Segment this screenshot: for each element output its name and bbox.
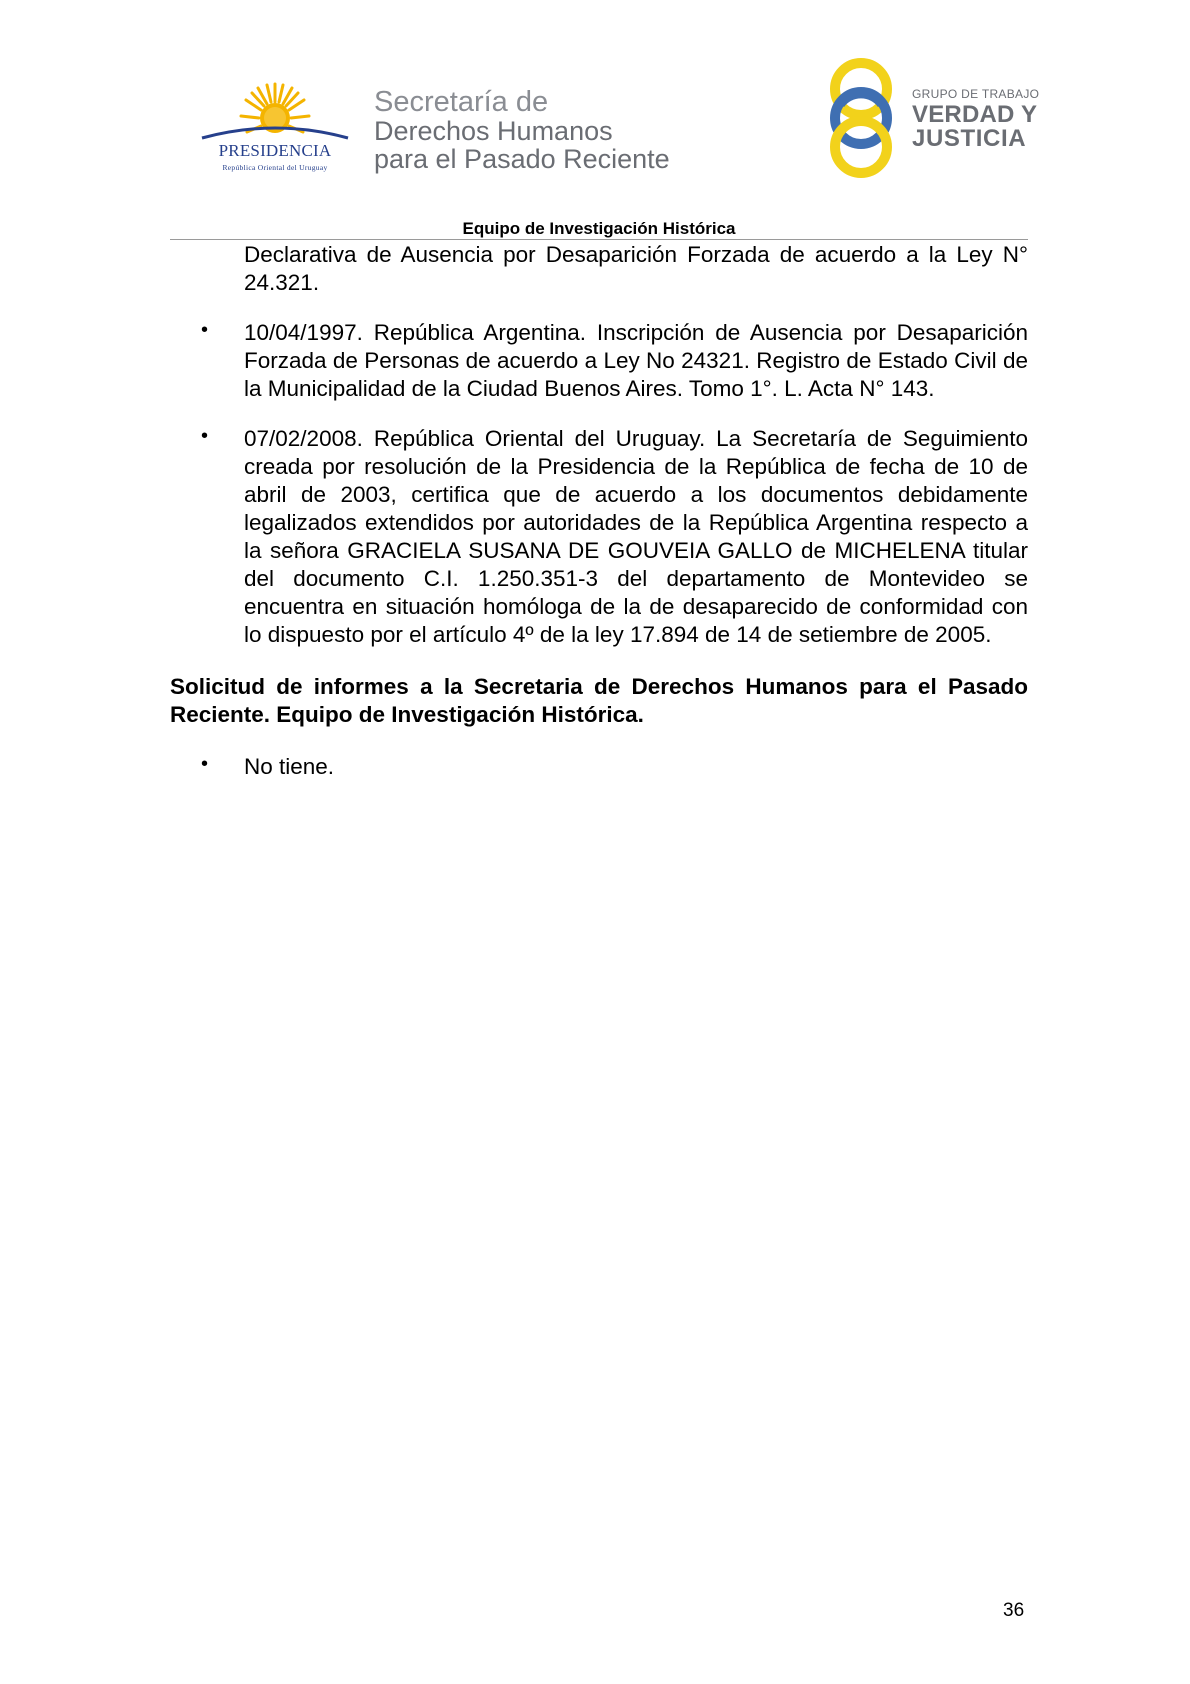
presidencia-name: PRESIDENCIA (218, 141, 332, 160)
sun-of-may-icon (196, 78, 354, 148)
bullet-icon: • (201, 425, 209, 447)
list-item-text: 10/04/1997. República Argentina. Inscripción de Ausencia por Desaparición Forzada de Personas de acuerdo a Ley No 24321. Registro de Estado Civil de la Municipalidad de la Ciudad Buenos Aires. Tomo 1°. L. Acta N° 143. (244, 320, 1028, 401)
verdad-justicia-text (912, 88, 1039, 151)
verdad-label: VERDAD Y (912, 101, 1038, 128)
list-item (201, 319, 1028, 403)
continuation-paragraph: Declarativa de Ausencia por Desaparición Forzada de acuerdo a la Ley N° 24.321. (244, 242, 1028, 295)
justicia-label: JUSTICIA (912, 125, 1027, 152)
secretaria-title (374, 88, 670, 173)
header-divider (170, 239, 1028, 240)
secretaria-line-2: Derechos Humanos (374, 116, 613, 146)
secretaria-line-3: para el Pasado Reciente (374, 144, 670, 174)
verdad-justicia-logo (820, 56, 1040, 180)
bullet-icon: • (201, 319, 209, 341)
document-body (170, 241, 1028, 781)
header-caption: Equipo de Investigación Histórica (462, 219, 736, 238)
page-number: 36 (1003, 1600, 1025, 1621)
list-item-text: 07/02/2008. República Oriental del Uruguay. La Secretaría de Seguimiento creada por resolución de la Presidencia de la República de fecha de 10 de abril de 2003, certifica que de acuerdo a los documentos debidamente legalizados extendidos por autoridades de la República Argentina respecto a la señora GRACIELA SUSANA DE GOUVEIA GALLO de MICHELENA titular del documento C.I. 1.250.351-3 del departamento de Montevideo se encuentra en situación homóloga de la de desaparecido de conformidad con lo dispuesto por el artículo 4º de la ley 17.894 de 14 de setiembre de 2005. (244, 426, 1028, 647)
bullet-icon: • (201, 753, 209, 775)
interlocking-rings-icon (820, 56, 902, 180)
list-item (201, 425, 1028, 649)
presidencia-logo (196, 78, 354, 178)
secretaria-line-1: Secretaría de (374, 86, 549, 118)
section-heading: Solicitud de informes a la Secretaria de Derechos Humanos para el Pasado Reciente. Equipo de Investigación Histórica. (170, 674, 1028, 727)
list-item (201, 753, 1028, 781)
presidencia-subtitle: República Oriental del Uruguay (222, 163, 328, 172)
list-item-text: No tiene. (244, 754, 335, 779)
grupo-trabajo-label: GRUPO DE TRABAJO (912, 87, 1040, 101)
